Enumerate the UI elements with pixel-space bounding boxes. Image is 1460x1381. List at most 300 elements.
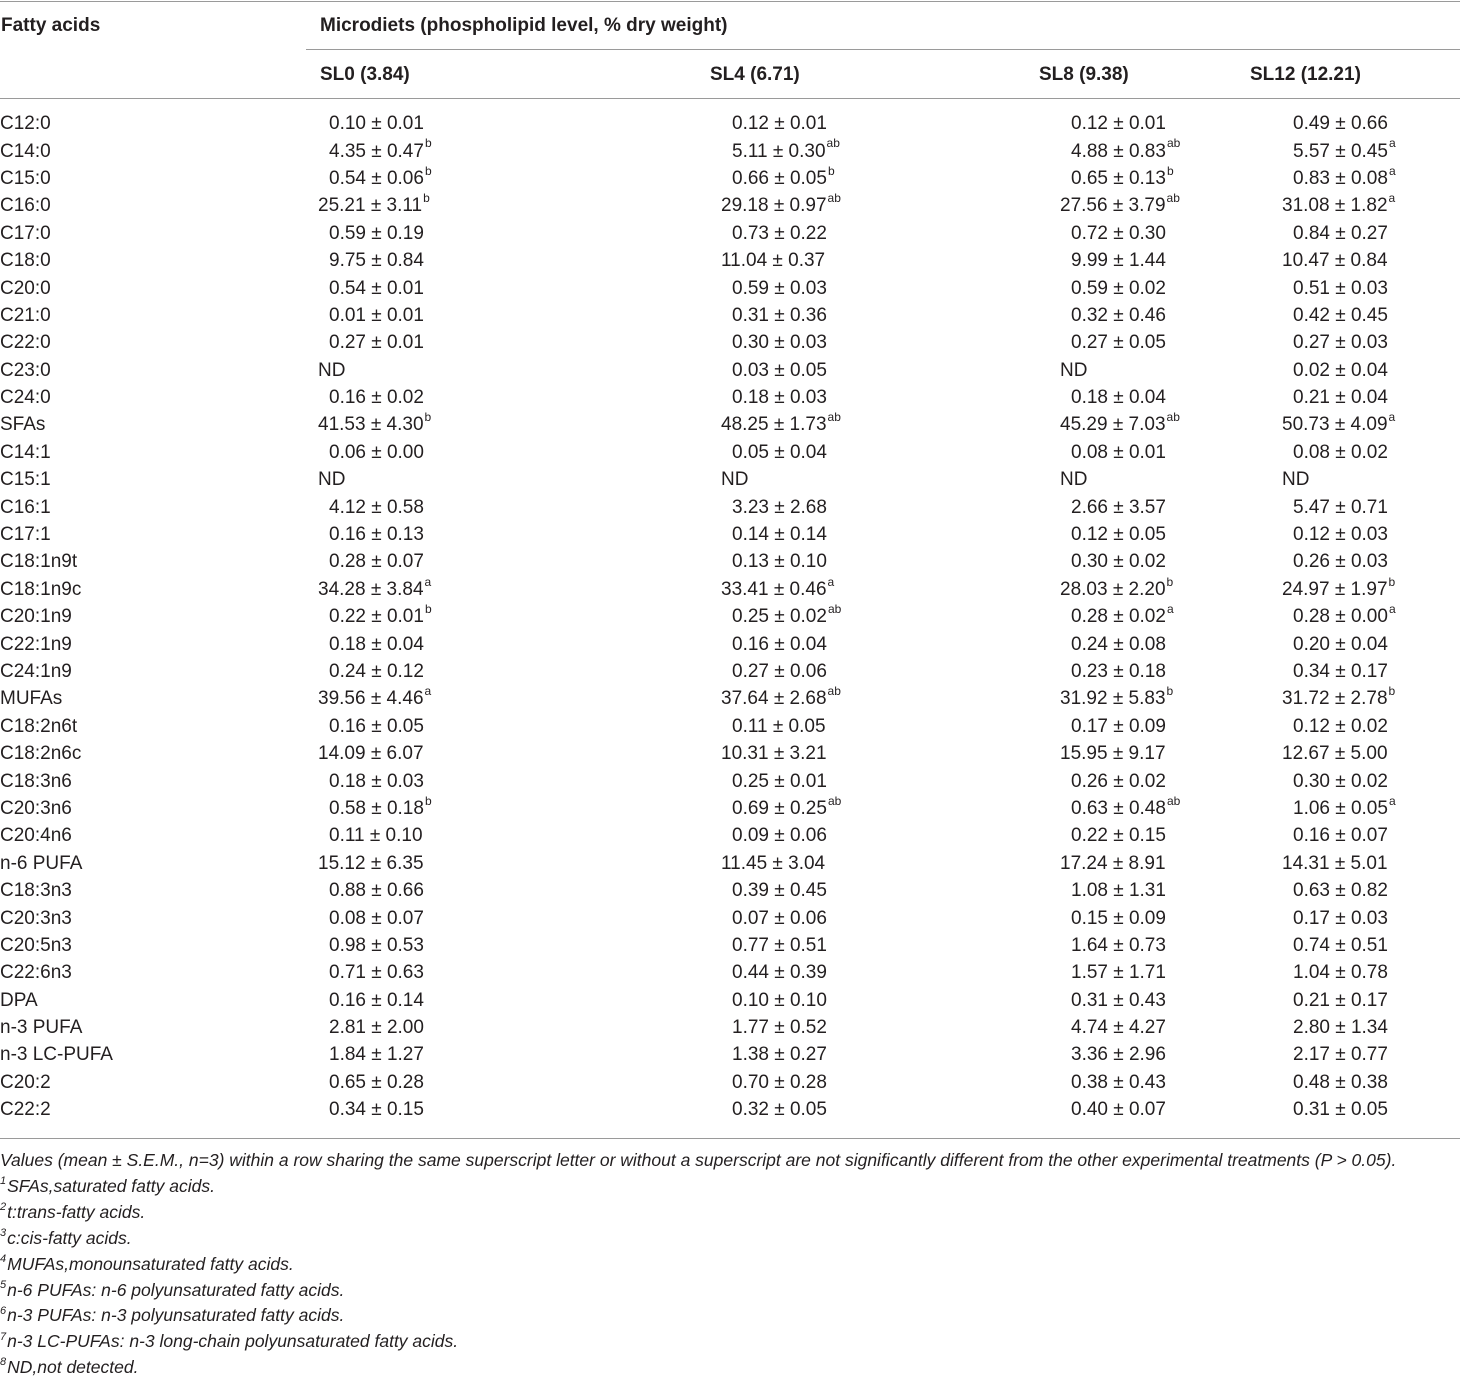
cell-value: 0.16 ± 0.05 [329, 715, 424, 737]
table-row [0, 877, 1460, 904]
table-row [0, 548, 1460, 575]
table-cell [721, 630, 1060, 657]
cell-value: 39.56 ± 4.46 [318, 688, 424, 710]
table-cell [1060, 247, 1282, 274]
cell-value: 0.10 ± 0.01 [329, 113, 424, 135]
table-cell [1282, 767, 1460, 794]
footnote [0, 1355, 1460, 1381]
table-row [0, 932, 1460, 959]
cell-value: 0.59 ± 0.19 [329, 222, 424, 244]
table-cell [318, 384, 721, 411]
table-cell [721, 493, 1060, 520]
footnote-mark: 1 [0, 1175, 7, 1188]
cell-value: 0.73 ± 0.22 [732, 222, 827, 244]
cell-value: 0.30 ± 0.03 [732, 332, 827, 354]
table-cell [1060, 192, 1282, 219]
significance-letter: ab [1166, 191, 1180, 206]
table-cell [1282, 384, 1460, 411]
table-cell [1282, 1041, 1460, 1068]
table-cell [1282, 411, 1460, 438]
cell-value: 14.09 ± 6.07 [318, 743, 424, 765]
cell-value: 0.59 ± 0.02 [1071, 277, 1166, 299]
table-cell [1060, 411, 1282, 438]
top-rule [0, 1, 1460, 2]
table-cell [721, 713, 1060, 740]
table-cell [1282, 521, 1460, 548]
table-cell [721, 1014, 1060, 1041]
table-cell [1060, 877, 1282, 904]
cell-value: 9.99 ± 1.44 [1071, 250, 1166, 272]
cell-value: 0.65 ± 0.28 [329, 1071, 424, 1093]
table-cell [721, 877, 1060, 904]
footnote-text: n-6 PUFAs: n-6 polyunsaturated fatty acids. [7, 1279, 345, 1300]
table-cell [318, 165, 721, 192]
cell-value: 0.06 ± 0.00 [329, 441, 424, 463]
table-row [0, 329, 1460, 356]
row-label: n-3 LC-PUFA [0, 1044, 113, 1066]
footnote-text: Values (mean ± S.E.M., n=3) within a row sharing the same superscript letter or without a superscript are not significantly different from the other experimental treatments (P > 0.05). [0, 1150, 1397, 1170]
table-cell [318, 548, 721, 575]
cell-value: 1.57 ± 1.71 [1071, 962, 1166, 984]
table-cell [318, 877, 721, 904]
table-cell [1282, 822, 1460, 849]
table-row [0, 603, 1460, 630]
table-cell [721, 548, 1060, 575]
row-label: C20:4n6 [0, 825, 72, 847]
table-cell [721, 795, 1060, 822]
significance-letter: b [424, 793, 432, 808]
cell-value: 1.77 ± 0.52 [732, 1017, 827, 1039]
cell-value: 2.17 ± 0.77 [1293, 1044, 1388, 1066]
cell-value: 33.41 ± 0.46 [721, 578, 827, 600]
row-label: C18:2n6t [0, 715, 78, 737]
cell-value: 0.54 ± 0.06 [329, 167, 424, 189]
table-cell [1282, 110, 1460, 137]
cell-value: ND [318, 359, 346, 381]
significance-letter: b [424, 163, 432, 178]
cell-value: 0.27 ± 0.03 [1293, 332, 1388, 354]
row-label: C18:1n9t [0, 551, 78, 573]
row-label: C14:0 [0, 140, 51, 162]
cell-value: 48.25 ± 1.73 [721, 414, 827, 436]
table-row [0, 521, 1460, 548]
footnote [0, 1329, 1460, 1355]
table-cell [1282, 795, 1460, 822]
footnotes [0, 1148, 1460, 1381]
significance-letter: a [1388, 793, 1396, 808]
table-cell [1060, 137, 1282, 164]
cell-value: 3.36 ± 2.96 [1071, 1044, 1166, 1066]
cell-value: 0.72 ± 0.30 [1071, 222, 1166, 244]
header-col-sl12: SL12 (12.21) [1250, 64, 1361, 85]
table-cell [1060, 932, 1282, 959]
cell-value: 24.97 ± 1.97 [1282, 578, 1388, 600]
table-cell [318, 274, 721, 301]
table-cell [318, 740, 721, 767]
cell-value: 0.26 ± 0.03 [1293, 551, 1388, 573]
table-cell [1282, 959, 1460, 986]
table-cell [1282, 165, 1460, 192]
cell-value: 0.44 ± 0.39 [732, 962, 827, 984]
footnote-text: MUFAs,monounsaturated fatty acids. [7, 1253, 294, 1274]
table-row [0, 1014, 1460, 1041]
cell-value: 0.08 ± 0.02 [1293, 441, 1388, 463]
cell-value: 28.03 ± 2.20 [1060, 578, 1166, 600]
significance-letter: a [424, 574, 432, 589]
table-bottom-rule [0, 1138, 1460, 1139]
table-cell [721, 357, 1060, 384]
cell-value: 31.72 ± 2.78 [1282, 688, 1388, 710]
table-cell [721, 521, 1060, 548]
cell-value: 27.56 ± 3.79 [1060, 195, 1166, 217]
header-bottom-rule [0, 98, 1460, 99]
row-label: C18:0 [0, 250, 51, 272]
table-cell [318, 822, 721, 849]
table-row [0, 110, 1460, 137]
table-cell [721, 740, 1060, 767]
cell-value: 0.65 ± 0.13 [1071, 167, 1166, 189]
significance-letter: a [1388, 191, 1396, 206]
table-cell [318, 850, 721, 877]
table-cell [318, 247, 721, 274]
footnote [0, 1278, 1460, 1304]
cell-value: 12.67 ± 5.00 [1282, 743, 1388, 765]
row-label: C16:0 [0, 195, 51, 217]
table-cell [721, 576, 1060, 603]
row-label: C24:0 [0, 387, 51, 409]
cell-value: 14.31 ± 5.01 [1282, 852, 1388, 874]
cell-value: ND [721, 469, 749, 491]
cell-value: 0.84 ± 0.27 [1293, 222, 1388, 244]
table-row [0, 192, 1460, 219]
cell-value: 0.40 ± 0.07 [1071, 1099, 1166, 1121]
significance-letter: a [1388, 601, 1396, 616]
cell-value: 0.28 ± 0.07 [329, 551, 424, 573]
table-cell [1060, 274, 1282, 301]
table-cell [721, 658, 1060, 685]
table-cell [1282, 630, 1460, 657]
row-label: C20:1n9 [0, 606, 72, 628]
row-label: C21:0 [0, 304, 51, 326]
significance-letter: ab [1166, 793, 1181, 808]
table-cell [721, 767, 1060, 794]
cell-value: 34.28 ± 3.84 [318, 578, 424, 600]
row-label: C22:1n9 [0, 633, 72, 655]
cell-value: 0.63 ± 0.82 [1293, 880, 1388, 902]
header-col-sl8: SL8 (9.38) [1039, 64, 1129, 85]
cell-value: 0.16 ± 0.02 [329, 387, 424, 409]
table-row [0, 302, 1460, 329]
table-cell [318, 137, 721, 164]
row-label: C18:3n6 [0, 770, 72, 792]
table-row [0, 630, 1460, 657]
cell-value: 29.18 ± 0.97 [721, 195, 827, 217]
cell-value: 5.57 ± 0.45 [1293, 140, 1388, 162]
footnote-mark: 4 [0, 1252, 7, 1265]
table-cell [318, 220, 721, 247]
table-cell [1282, 357, 1460, 384]
table-cell [318, 767, 721, 794]
table-cell [1060, 959, 1282, 986]
cell-value: 0.08 ± 0.07 [329, 907, 424, 929]
row-label: C20:0 [0, 277, 51, 299]
table-cell [1282, 658, 1460, 685]
cell-value: 3.23 ± 2.68 [732, 496, 827, 518]
table-cell [318, 493, 721, 520]
row-label: C24:1n9 [0, 661, 72, 682]
table-cell [1060, 630, 1282, 657]
cell-value: 4.35 ± 0.47 [329, 140, 424, 162]
table-cell [1060, 493, 1282, 520]
cell-value: 0.03 ± 0.05 [732, 359, 827, 381]
cell-value: 0.18 ± 0.03 [732, 387, 827, 409]
table-row [0, 1041, 1460, 1068]
table-cell [1060, 165, 1282, 192]
table-cell [721, 959, 1060, 986]
table-cell [1282, 220, 1460, 247]
table-row [0, 411, 1460, 438]
cell-value: 5.11 ± 0.30 [732, 140, 826, 162]
table-cell [318, 411, 721, 438]
cell-value: 0.74 ± 0.51 [1293, 934, 1388, 956]
table-cell [721, 1069, 1060, 1096]
table-cell [721, 192, 1060, 219]
cell-value: 0.15 ± 0.09 [1071, 907, 1166, 929]
cell-value: 5.47 ± 0.71 [1293, 496, 1388, 518]
table-cell [1282, 850, 1460, 877]
cell-value: 0.77 ± 0.51 [732, 934, 827, 956]
table-cell [1282, 1096, 1460, 1123]
cell-value: 0.31 ± 0.43 [1071, 989, 1166, 1011]
cell-value: 0.26 ± 0.02 [1071, 770, 1166, 792]
cell-value: 25.21 ± 3.11 [318, 195, 423, 217]
table-cell [1282, 713, 1460, 740]
cell-value: 0.58 ± 0.18 [329, 797, 424, 819]
cell-value: 2.81 ± 2.00 [329, 1017, 424, 1039]
row-label: C17:0 [0, 222, 51, 244]
cell-value: 0.48 ± 0.38 [1293, 1071, 1388, 1093]
footnote-text: t:trans-fatty acids. [7, 1201, 146, 1222]
cell-value: 0.08 ± 0.01 [1071, 441, 1166, 463]
cell-value: 0.28 ± 0.02 [1071, 606, 1166, 628]
significance-letter: ab [827, 793, 842, 808]
cell-value: 0.98 ± 0.53 [329, 934, 424, 956]
table-cell [721, 274, 1060, 301]
table-row [0, 576, 1460, 603]
table-row [0, 137, 1460, 164]
table-cell [1282, 904, 1460, 931]
cell-value: 0.10 ± 0.10 [732, 989, 827, 1011]
significance-letter: ab [1166, 410, 1180, 425]
cell-value: 0.12 ± 0.02 [1293, 715, 1388, 737]
table-cell [318, 932, 721, 959]
table-cell [1282, 932, 1460, 959]
row-label: C22:2 [0, 1099, 51, 1121]
table-cell [318, 1041, 721, 1068]
table-cell [1282, 439, 1460, 466]
footnote-mark: 5 [0, 1278, 7, 1291]
cell-value: 1.84 ± 1.27 [329, 1044, 424, 1066]
significance-letter: b [424, 410, 432, 425]
cell-value: 1.08 ± 1.31 [1071, 880, 1166, 902]
cell-value: 0.05 ± 0.04 [732, 441, 827, 463]
cell-value: 0.25 ± 0.02 [732, 606, 827, 628]
row-label: C22:6n3 [0, 962, 72, 984]
significance-letter: b [827, 163, 835, 178]
cell-value: 0.18 ± 0.04 [1071, 387, 1166, 409]
table-row [0, 439, 1460, 466]
cell-value: 1.38 ± 0.27 [732, 1044, 827, 1066]
cell-value: ND [318, 469, 346, 491]
cell-value: 0.09 ± 0.06 [732, 825, 827, 847]
cell-value: 0.66 ± 0.05 [732, 167, 827, 189]
footnote-text: n-3 LC-PUFAs: n-3 long-chain polyunsaturated fatty acids. [7, 1331, 459, 1352]
table-row [0, 1069, 1460, 1096]
table-cell [1060, 466, 1282, 493]
cell-value: 0.18 ± 0.04 [329, 633, 424, 655]
row-label: C15:0 [0, 167, 51, 189]
table-cell [721, 220, 1060, 247]
table-row [0, 247, 1460, 274]
row-label: C18:2n6c [0, 743, 82, 765]
table-cell [1060, 767, 1282, 794]
significance-letter: b [1166, 574, 1174, 589]
table-cell [318, 685, 721, 712]
cell-value: 0.21 ± 0.17 [1293, 989, 1388, 1011]
row-label: C20:3n6 [0, 797, 72, 819]
cell-value: 0.83 ± 0.08 [1293, 167, 1388, 189]
cell-value: 0.17 ± 0.09 [1071, 715, 1166, 737]
table-cell [1060, 220, 1282, 247]
table-cell [1282, 1069, 1460, 1096]
table-cell [721, 137, 1060, 164]
cell-value: 31.92 ± 5.83 [1060, 688, 1166, 710]
table-cell [318, 192, 721, 219]
table-cell [721, 987, 1060, 1014]
footnote-text: SFAs,saturated fatty acids. [7, 1175, 215, 1196]
table-row [0, 740, 1460, 767]
significance-letter: b [1166, 163, 1174, 178]
cell-value: 0.27 ± 0.06 [732, 661, 827, 682]
cell-value: 10.47 ± 0.84 [1282, 250, 1388, 272]
cell-value: 0.25 ± 0.01 [732, 770, 827, 792]
cell-value: 0.31 ± 0.05 [1293, 1099, 1388, 1121]
table-cell [1282, 576, 1460, 603]
cell-value: 0.11 ± 0.10 [329, 825, 423, 847]
row-label: C20:3n3 [0, 907, 72, 929]
table-cell [318, 357, 721, 384]
table-cell [721, 247, 1060, 274]
cell-value: 11.04 ± 0.37 [721, 250, 826, 272]
row-label: C17:1 [0, 524, 51, 546]
cell-value: 0.38 ± 0.43 [1071, 1071, 1166, 1093]
footnote-mark: 7 [0, 1330, 7, 1343]
table-cell [318, 466, 721, 493]
footnote [0, 1226, 1460, 1252]
table-cell [1060, 713, 1282, 740]
cell-value: 4.88 ± 0.83 [1071, 140, 1166, 162]
cell-value: 0.16 ± 0.13 [329, 524, 424, 546]
table-cell [1282, 192, 1460, 219]
table-cell [1060, 329, 1282, 356]
cell-value: 0.49 ± 0.66 [1293, 113, 1388, 135]
cell-value: 0.11 ± 0.05 [732, 715, 826, 737]
cell-value: 4.74 ± 4.27 [1071, 1017, 1166, 1039]
header-col-sl0: SL0 (3.84) [320, 64, 410, 85]
cell-value: 0.24 ± 0.12 [329, 661, 424, 682]
table-cell [1282, 740, 1460, 767]
table-cell [1060, 576, 1282, 603]
row-label: SFAs [0, 414, 46, 436]
table-cell [1060, 1041, 1282, 1068]
table-row [0, 357, 1460, 384]
cell-value: 1.64 ± 0.73 [1071, 934, 1166, 956]
cell-value: 0.16 ± 0.07 [1293, 825, 1388, 847]
table-cell [721, 165, 1060, 192]
table-row [0, 987, 1460, 1014]
table-row [0, 384, 1460, 411]
cell-value: 0.14 ± 0.14 [732, 524, 827, 546]
cell-value: 0.39 ± 0.45 [732, 880, 827, 902]
table-cell [721, 850, 1060, 877]
row-label: C14:1 [0, 441, 51, 463]
table-cell [1060, 658, 1282, 685]
table-cell [318, 630, 721, 657]
table-cell [721, 822, 1060, 849]
table-cell [318, 987, 721, 1014]
table-cell [1282, 466, 1460, 493]
table-cell [1060, 822, 1282, 849]
cell-value: 1.04 ± 0.78 [1293, 962, 1388, 984]
cell-value: 0.30 ± 0.02 [1293, 770, 1388, 792]
table-cell [1060, 439, 1282, 466]
cell-value: 41.53 ± 4.30 [318, 414, 424, 436]
row-label: C23:0 [0, 359, 51, 381]
table-row [0, 904, 1460, 931]
cell-value: 0.12 ± 0.05 [1071, 524, 1166, 546]
table-cell [721, 685, 1060, 712]
cell-value: ND [1060, 469, 1088, 491]
cell-value: 0.20 ± 0.04 [1293, 633, 1388, 655]
cell-value: 0.16 ± 0.14 [329, 989, 424, 1011]
footnote-mark: 8 [0, 1356, 7, 1369]
table-row [0, 795, 1460, 822]
table-cell [318, 904, 721, 931]
footnote [0, 1148, 1460, 1174]
header-col-sl4: SL4 (6.71) [710, 64, 800, 85]
significance-letter: ab [827, 601, 842, 616]
cell-value: 0.12 ± 0.01 [732, 113, 827, 135]
row-label: DPA [0, 989, 38, 1011]
significance-letter: b [1388, 574, 1396, 589]
cell-value: 0.34 ± 0.17 [1293, 661, 1388, 682]
cell-value: 0.13 ± 0.10 [732, 551, 827, 573]
table-cell [1282, 1014, 1460, 1041]
row-label: C20:5n3 [0, 934, 72, 956]
footnote [0, 1174, 1460, 1200]
table-cell [318, 110, 721, 137]
cell-value: 2.80 ± 1.34 [1293, 1017, 1388, 1039]
cell-value: 0.12 ± 0.01 [1071, 113, 1166, 135]
table-row [0, 165, 1460, 192]
data-table-body [0, 110, 1460, 1123]
significance-letter: a [1388, 410, 1396, 425]
table-cell [721, 110, 1060, 137]
cell-value: 0.71 ± 0.63 [329, 962, 424, 984]
footnote-text: c:cis-fatty acids. [7, 1227, 132, 1248]
table-cell [721, 411, 1060, 438]
header-fatty-acids: Fatty acids [1, 15, 101, 36]
